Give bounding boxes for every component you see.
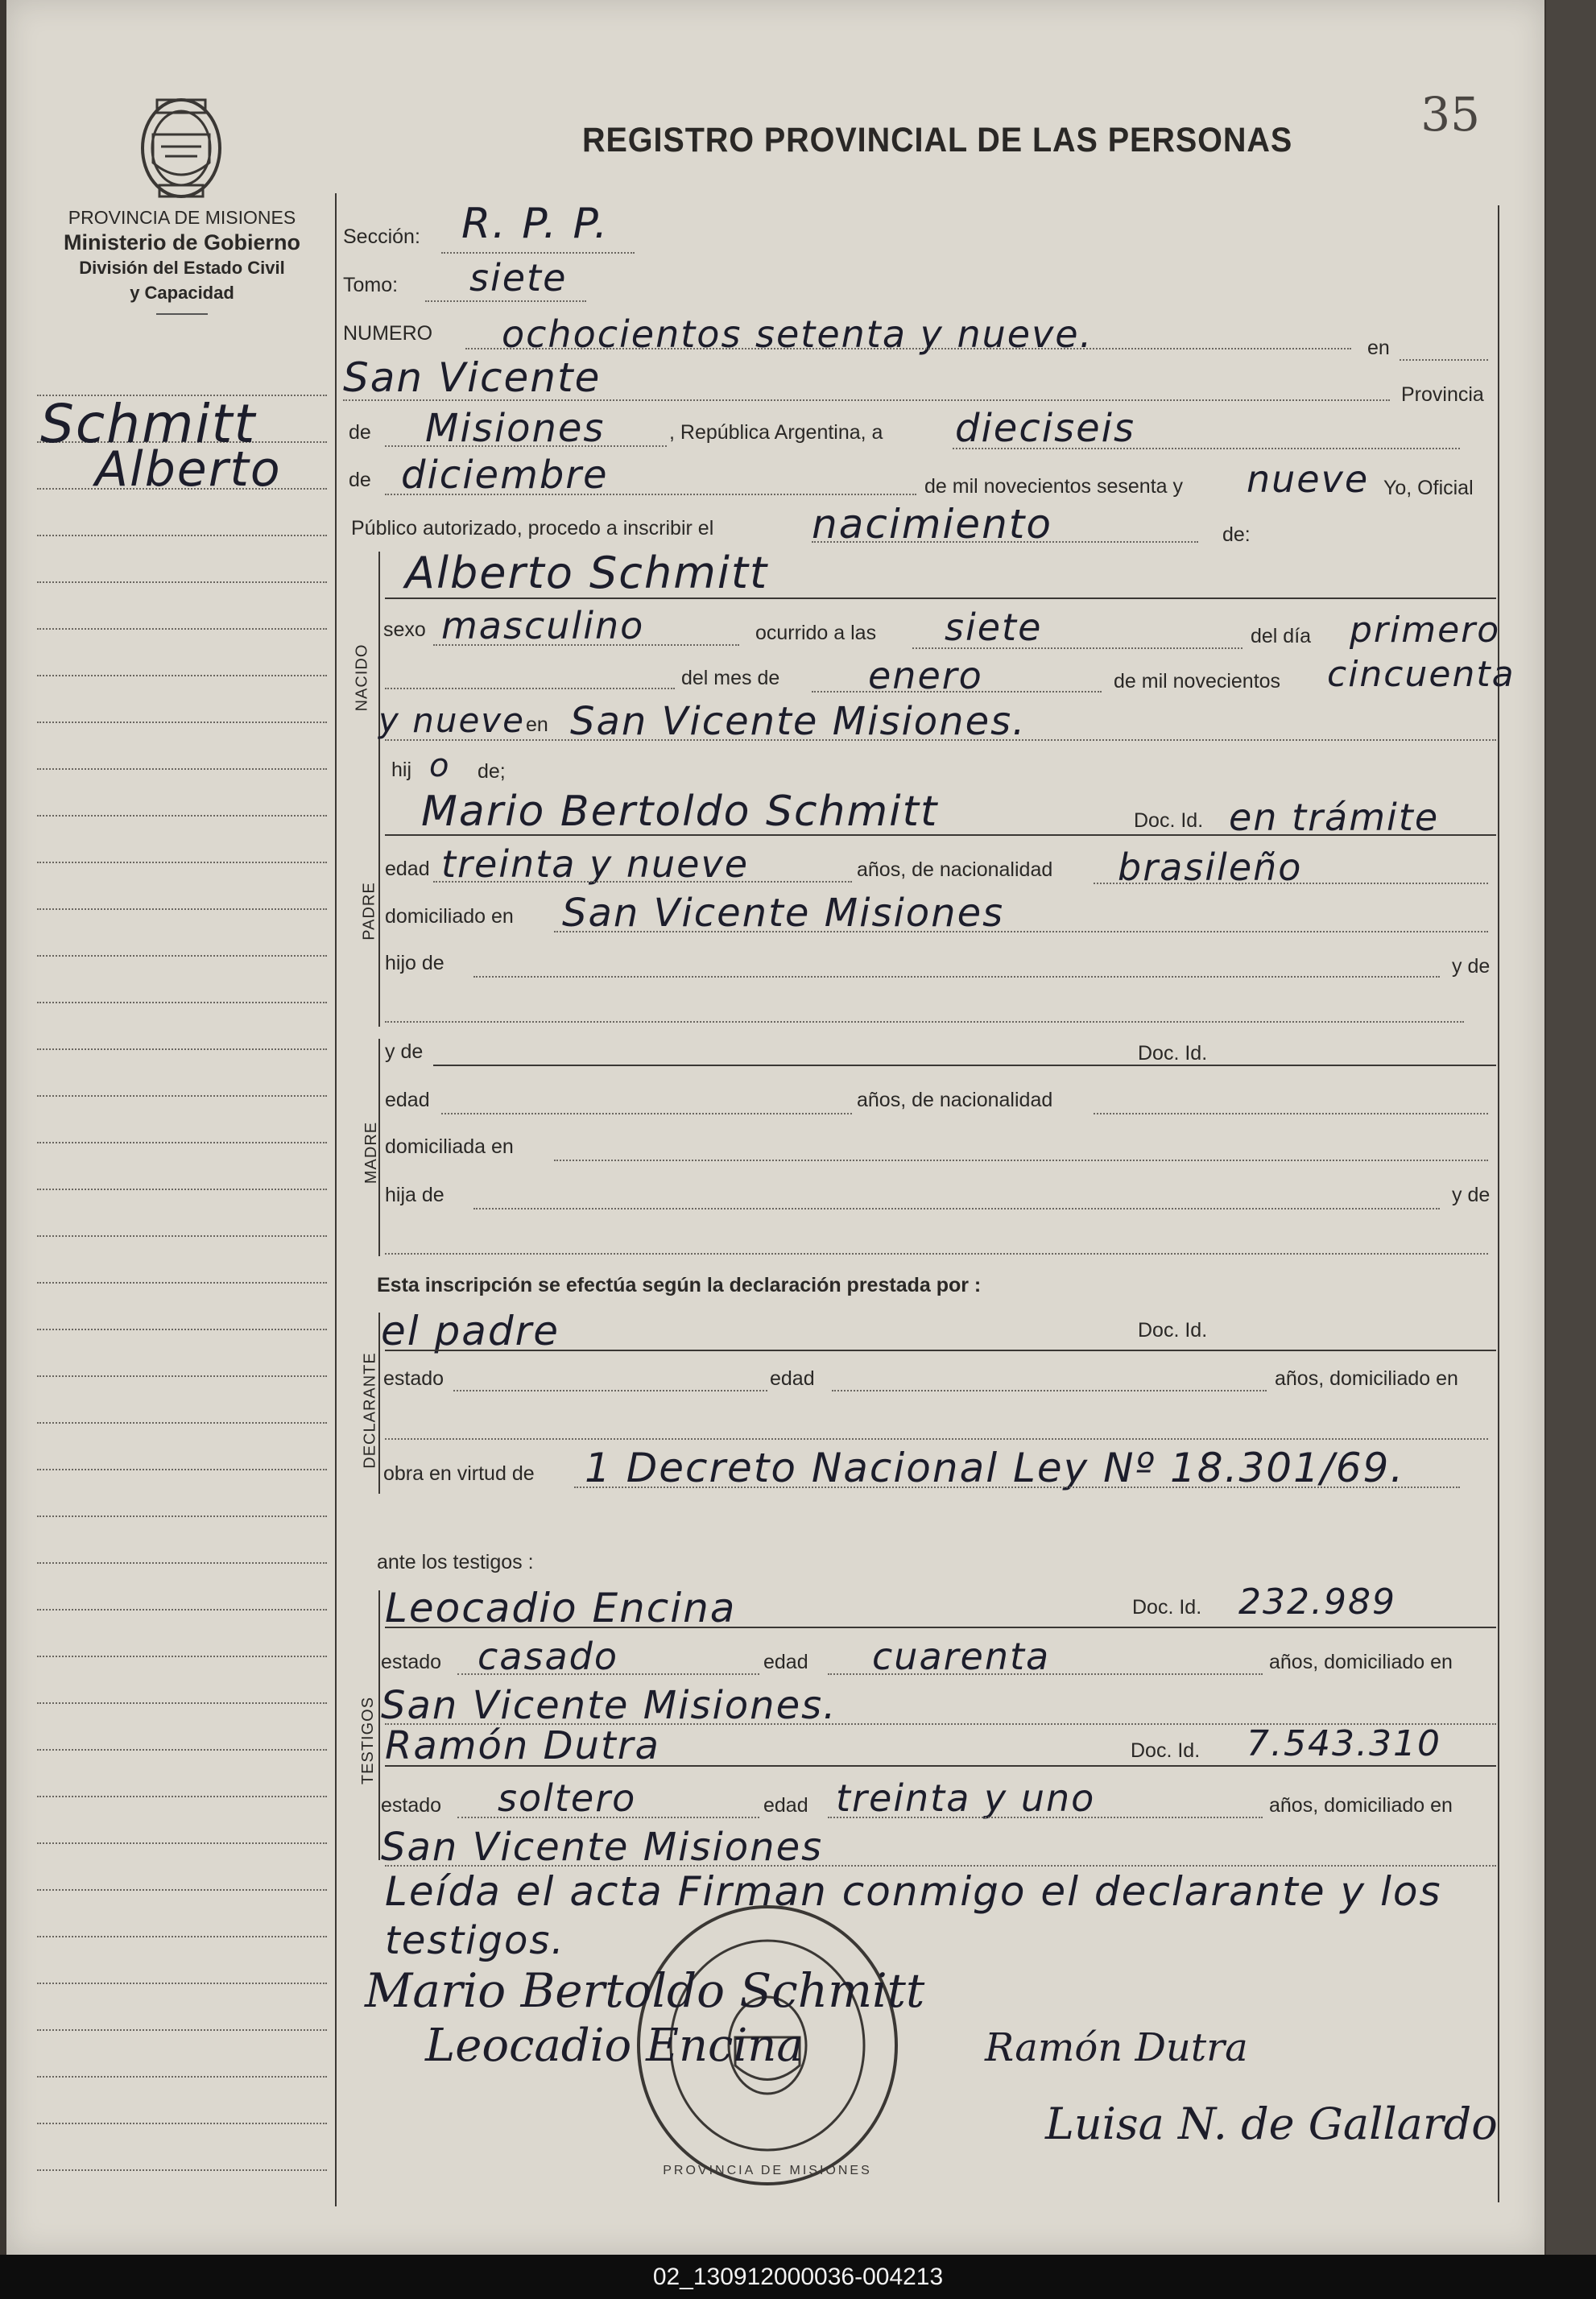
- cierre-line-1: Leída el acta Firman conmigo el declarante y los: [385, 1868, 1442, 1915]
- madre-y-de2-label: y de: [1452, 1184, 1491, 1206]
- anio-acta-value: nueve: [1247, 457, 1370, 501]
- testigo2-doc-value: 7.543.310: [1247, 1723, 1441, 1764]
- republica-label: , República Argentina, a: [669, 421, 883, 444]
- padre-edad-label: edad: [385, 858, 430, 880]
- hora-value: siete: [945, 606, 1043, 649]
- tomo-value: siete: [469, 256, 568, 300]
- margin-given-name: Alberto: [95, 441, 282, 498]
- del-mes-label: del mes de: [681, 667, 780, 689]
- ministry-label: Ministerio de Gobierno: [63, 230, 301, 254]
- institution-header: [29, 205, 335, 315]
- testigo1-estado-label: estado: [381, 1651, 442, 1673]
- numero-label: NUMERO: [343, 322, 433, 345]
- en-label: en: [1367, 337, 1390, 359]
- division-label: División del Estado Civil: [79, 258, 285, 278]
- testigo2-dom-value: San Vicente Misiones: [381, 1825, 824, 1870]
- obra-label: obra en virtud de: [383, 1462, 535, 1485]
- madre-hija-de-label: hija de: [385, 1184, 444, 1206]
- testigo1-edad-label: edad: [763, 1651, 808, 1673]
- lugar-value: San Vicente: [343, 354, 602, 401]
- declarante-label: DECLARANTE: [361, 1352, 379, 1469]
- declarante-estado-label: estado: [383, 1367, 444, 1390]
- ante-testigos-label: ante los testigos :: [377, 1551, 534, 1573]
- dia-value: primero: [1350, 610, 1501, 651]
- nacido-label: NACIDO: [353, 643, 371, 712]
- testigo2-anos-label: años, domiciliado en: [1269, 1794, 1453, 1817]
- document-title: REGISTRO PROVINCIAL DE LAS PERSONAS: [582, 121, 1293, 159]
- coat-of-arms-icon: [129, 90, 234, 207]
- de-semicolon-label: de;: [478, 760, 506, 783]
- signature-witness-1: Leocadio Encina: [425, 2020, 804, 2072]
- anio-nac-value: cincuenta: [1327, 654, 1515, 695]
- padre-y-de-label: y de: [1452, 955, 1491, 978]
- esta-inscripcion-label: Esta inscripción se efectúa según la declaración prestada por :: [377, 1274, 982, 1296]
- en-nac-label: en: [526, 713, 548, 736]
- division-label-2: y Capacidad: [130, 283, 234, 303]
- padre-label: PADRE: [360, 882, 378, 941]
- signature-father: Mario Bertoldo Schmitt: [365, 1963, 925, 2018]
- margin-surname: Schmitt: [40, 393, 257, 455]
- padre-doc-label: Doc. Id.: [1134, 809, 1204, 832]
- testigo2-value: Ramón Dutra: [385, 1723, 660, 1768]
- de-colon-label: de:: [1222, 523, 1251, 546]
- padre-nac-value: brasileño: [1118, 846, 1303, 889]
- nombre-value: Alberto Schmitt: [405, 548, 769, 598]
- testigos-label: TESTIGOS: [359, 1696, 378, 1785]
- province-label: PROVINCIA DE MISIONES: [68, 207, 296, 228]
- padre-edad-value: treinta y nueve: [441, 842, 750, 886]
- de-mil-label: de mil novecientos: [1114, 670, 1281, 693]
- tipo-value: nacimiento: [812, 501, 1052, 548]
- book-spine: [1546, 0, 1596, 2255]
- sexo-value: masculino: [441, 604, 645, 647]
- del-dia-label: del día: [1251, 625, 1312, 647]
- testigo1-value: Leocadio Encina: [385, 1585, 737, 1631]
- testigo2-doc-label: Doc. Id.: [1131, 1739, 1201, 1762]
- declarante-doc-label: Doc. Id.: [1138, 1319, 1208, 1342]
- mes-acta-value: diciembre: [401, 453, 609, 498]
- signature-official: Luisa N. de Gallardo: [1045, 2098, 1498, 2149]
- page-number: 35: [1420, 87, 1480, 142]
- dia-acta-value: dieciseis: [955, 406, 1135, 451]
- testigo1-estado-value: casado: [478, 1635, 618, 1678]
- image-id-footer: 02_130912000036-004213: [0, 2255, 1596, 2299]
- publico-label: Público autorizado, procedo a inscribir el: [351, 517, 714, 540]
- madre-label: MADRE: [362, 1121, 381, 1185]
- sexo-label: sexo: [383, 618, 426, 641]
- lugar-nac-value: San Vicente Misiones.: [570, 699, 1027, 744]
- document-page: [6, 0, 1544, 2255]
- padre-dom-label: domiciliado en: [385, 905, 514, 928]
- madre-doc-label: Doc. Id.: [1138, 1042, 1208, 1065]
- yo-oficial-label: Yo, Oficial: [1383, 477, 1474, 499]
- provincia-value: Misiones: [425, 406, 606, 451]
- mes-value: enero: [868, 654, 983, 697]
- testigo2-estado-value: soltero: [498, 1776, 637, 1820]
- madre-edad-label: edad: [385, 1089, 430, 1111]
- ocurrido-label: ocurrido a las: [755, 622, 877, 644]
- testigo1-anos-label: años, domiciliado en: [1269, 1651, 1453, 1673]
- padre-dom-value: San Vicente Misiones: [562, 891, 1005, 936]
- signature-witness-2: Ramón Dutra: [985, 2025, 1248, 2070]
- seccion-label: Sección:: [343, 225, 420, 248]
- hijo-label: hij: [391, 759, 412, 781]
- testigo1-doc-value: 232.989: [1238, 1582, 1396, 1623]
- testigo1-edad-value: cuarenta: [872, 1635, 1051, 1678]
- numero-value: ochocientos setenta y nueve.: [502, 312, 1094, 356]
- testigo1-doc-label: Doc. Id.: [1132, 1596, 1202, 1619]
- declarante-edad-label: edad: [770, 1367, 815, 1390]
- padre-nombre-value: Mario Bertoldo Schmitt: [421, 788, 939, 836]
- testigo2-edad-value: treinta y uno: [836, 1776, 1096, 1820]
- madre-nac-label: años, de nacionalidad: [857, 1089, 1053, 1111]
- seccion-value: R. P. P.: [461, 200, 610, 248]
- obra-value: 1 Decreto Nacional Ley Nº 18.301/69.: [585, 1445, 1405, 1491]
- de-label: de: [349, 421, 371, 444]
- declarante-anos-label: años, domiciliado en: [1275, 1367, 1458, 1390]
- anio-nac2-value: y nueve: [378, 701, 525, 740]
- declarante-value: el padre: [381, 1308, 560, 1354]
- de2-label: de: [349, 469, 371, 491]
- cierre-line-2: testigos.: [385, 1918, 565, 1963]
- madre-y-de-label: y de: [385, 1040, 424, 1063]
- testigo2-edad-label: edad: [763, 1794, 808, 1817]
- testigo1-dom-value: San Vicente Misiones.: [381, 1683, 837, 1728]
- padre-nac-label: años, de nacionalidad: [857, 858, 1053, 881]
- stamp-text: PROVINCIA DE MISIONES: [663, 2164, 872, 2177]
- padre-hijo-de-label: hijo de: [385, 952, 444, 974]
- madre-dom-label: domiciliada en: [385, 1135, 514, 1158]
- mil-novecientos-label: de mil novecientos sesenta y: [924, 475, 1184, 498]
- padre-doc-value: en trámite: [1229, 796, 1440, 839]
- hijo-o-value: o: [429, 747, 451, 784]
- tomo-label: Tomo:: [343, 274, 399, 296]
- provincia-label: Provincia: [1401, 383, 1484, 406]
- testigo2-estado-label: estado: [381, 1794, 442, 1817]
